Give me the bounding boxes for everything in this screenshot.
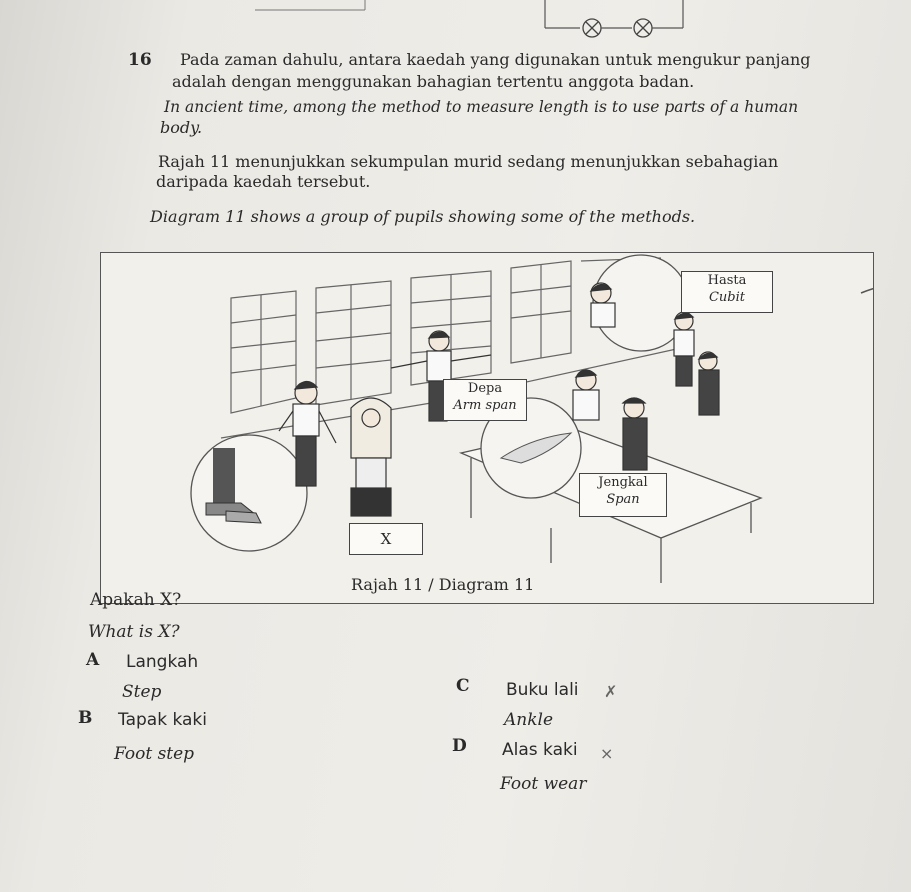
label-arm-span: Arm span <box>453 398 517 413</box>
question-ask-malay: Apakah X? <box>90 590 182 610</box>
option-b-malay: Tapak kaki <box>118 710 207 730</box>
option-a-letter: A <box>86 650 100 670</box>
option-d-cross-mark: × <box>600 744 614 763</box>
label-depa: Depa <box>467 381 503 396</box>
option-d-english: Foot wear <box>500 774 587 794</box>
label-jengkal-span <box>579 473 667 517</box>
diagram-intro-malay-line-1: Rajah 11 menunjukkan sekumpulan murid sedang menunjukkan sebahagian <box>158 152 779 171</box>
label-x: X <box>349 523 423 555</box>
option-c-malay: Buku lali <box>506 680 579 700</box>
diagram-caption: Rajah 11 / Diagram 11 <box>351 575 535 594</box>
label-depa-arm-span <box>443 379 527 421</box>
intro-malay-line-1: Pada zaman dahulu, antara kaedah yang digunakan untuk mengukur panjang <box>180 50 811 69</box>
option-d-letter: D <box>452 736 467 756</box>
option-a-malay: Langkah <box>126 652 199 672</box>
label-hasta-cubit <box>681 271 773 313</box>
option-c-letter: C <box>456 676 470 696</box>
option-c[interactable] <box>456 676 470 696</box>
previous-question-fragment <box>0 0 911 40</box>
diagram-11 <box>100 252 874 604</box>
intro-english-line-2: body. <box>160 118 203 137</box>
option-b-english: Foot step <box>114 744 195 764</box>
intro-malay-line-2: adalah dengan menggunakan bahagian tertentu anggota badan. <box>172 72 695 91</box>
option-d[interactable] <box>452 736 467 756</box>
question-ask-english: What is X? <box>88 622 180 642</box>
label-cubit: Cubit <box>708 290 746 305</box>
option-c-cross-mark: ✗ <box>604 682 618 701</box>
intro-english-line-1: In ancient time, among the method to measure length is to use parts of a human <box>164 98 799 116</box>
option-a[interactable] <box>86 650 99 670</box>
option-d-malay: Alas kaki <box>502 740 578 760</box>
label-hasta: Hasta <box>707 273 747 288</box>
label-span: Span <box>606 492 640 507</box>
option-b-letter: B <box>78 708 93 728</box>
label-jengkal: Jengkal <box>598 475 648 490</box>
diagram-intro-english: Diagram 11 shows a group of pupils showing some of the methods. <box>150 207 696 226</box>
option-c-english: Ankle <box>504 710 554 730</box>
diagram-intro-malay-line-2: daripada kaedah tersebut. <box>156 172 371 191</box>
option-b[interactable] <box>78 708 92 728</box>
question-number: 16 <box>128 50 152 70</box>
option-a-english: Step <box>122 682 162 702</box>
